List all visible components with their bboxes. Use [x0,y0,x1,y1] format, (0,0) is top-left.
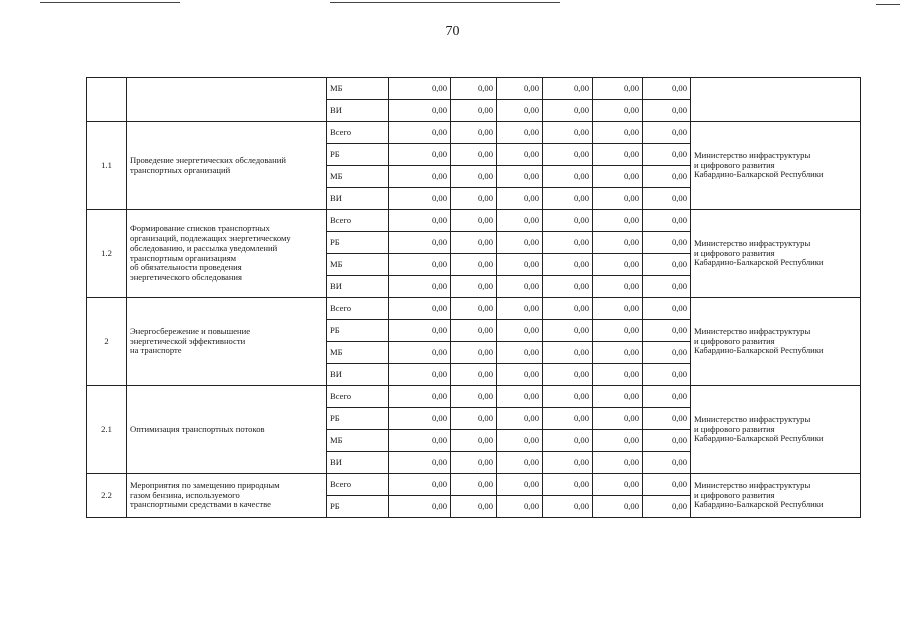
funding-value: 0,00 [643,298,691,320]
funding-value: 0,00 [643,474,691,496]
funding-value: 0,00 [389,210,451,232]
funding-value: 0,00 [543,276,593,298]
responsible-executor [691,122,861,210]
item-name [127,474,327,518]
funding-source: ВИ [327,188,389,210]
responsible-line: и цифрового развития [694,489,775,500]
funding-value: 0,00 [593,320,643,342]
funding-value: 0,00 [643,364,691,386]
item-name-line: Энергосбережение и повышение [130,325,251,336]
table-row [87,386,861,408]
responsible-line: Кабардино-Балкарской Республики [694,499,824,510]
funding-value: 0,00 [543,188,593,210]
item-name-line: транспортных организаций [130,164,231,175]
item-name-line: Мероприятия по замещению природным [130,479,280,490]
funding-value: 0,00 [543,320,593,342]
funding-value: 0,00 [643,78,691,100]
funding-value: 0,00 [451,122,497,144]
funding-value: 0,00 [643,210,691,232]
funding-value: 0,00 [543,254,593,276]
funding-value: 0,00 [389,254,451,276]
funding-value: 0,00 [643,386,691,408]
funding-value: 0,00 [389,452,451,474]
funding-value: 0,00 [593,78,643,100]
funding-source: ВИ [327,452,389,474]
funding-value: 0,00 [497,496,543,518]
funding-value: 0,00 [389,386,451,408]
funding-value: 0,00 [497,276,543,298]
funding-value: 0,00 [497,166,543,188]
funding-value: 0,00 [451,78,497,100]
funding-source: Всего [327,474,389,496]
funding-value: 0,00 [593,232,643,254]
item-name-line: Формирование списков транспортных [130,222,270,233]
funding-value: 0,00 [497,364,543,386]
funding-value: 0,00 [497,122,543,144]
funding-source: Всего [327,386,389,408]
item-name-line: энергетического обследования [130,272,242,283]
responsible-line: Министерство инфраструктуры [694,413,811,424]
scan-edge-line-right [876,4,900,5]
funding-value: 0,00 [593,100,643,122]
item-number: 2.2 [87,474,127,518]
funding-value: 0,00 [543,210,593,232]
funding-value: 0,00 [543,364,593,386]
funding-value: 0,00 [543,232,593,254]
funding-value: 0,00 [389,122,451,144]
page-number: 70 [445,24,460,39]
funding-value: 0,00 [543,474,593,496]
funding-value: 0,00 [593,298,643,320]
funding-source: Всего [327,122,389,144]
funding-value: 0,00 [497,408,543,430]
funding-value: 0,00 [451,408,497,430]
funding-value: 0,00 [389,100,451,122]
funding-value: 0,00 [593,276,643,298]
funding-value: 0,00 [543,386,593,408]
funding-value: 0,00 [497,100,543,122]
funding-value: 0,00 [593,386,643,408]
item-number: 2 [87,298,127,386]
funding-value: 0,00 [593,342,643,364]
responsible-executor [691,78,861,122]
funding-value: 0,00 [643,100,691,122]
responsible-line: Кабардино-Балкарской Республики [694,257,824,268]
item-name-line: Проведение энергетических обследований [130,154,286,165]
funding-value: 0,00 [593,188,643,210]
funding-value: 0,00 [451,232,497,254]
item-name-line: Оптимизация транспортных потоков [130,423,265,434]
funding-source: МБ [327,342,389,364]
funding-value: 0,00 [497,386,543,408]
table-body [87,78,861,518]
funding-value: 0,00 [593,430,643,452]
funding-value: 0,00 [389,188,451,210]
funding-value: 0,00 [497,144,543,166]
funding-source: МБ [327,166,389,188]
funding-value: 0,00 [643,496,691,518]
funding-value: 0,00 [543,100,593,122]
funding-value: 0,00 [451,144,497,166]
item-name-line: на транспорте [130,345,182,356]
funding-source: РБ [327,144,389,166]
funding-value: 0,00 [451,298,497,320]
item-number [87,78,127,122]
responsible-line: и цифрового развития [694,247,775,258]
item-number: 2.1 [87,386,127,474]
funding-value: 0,00 [497,474,543,496]
funding-value: 0,00 [643,122,691,144]
responsible-executor [691,474,861,518]
funding-value: 0,00 [543,408,593,430]
funding-value: 0,00 [451,452,497,474]
funding-value: 0,00 [497,188,543,210]
funding-value: 0,00 [389,430,451,452]
funding-value: 0,00 [451,364,497,386]
item-name-line: организаций, подлежащих энергетическому [130,232,291,243]
funding-value: 0,00 [389,166,451,188]
funding-source: РБ [327,232,389,254]
funding-value: 0,00 [593,210,643,232]
funding-value: 0,00 [389,474,451,496]
funding-value: 0,00 [543,78,593,100]
funding-value: 0,00 [497,298,543,320]
funding-source: РБ [327,320,389,342]
funding-value: 0,00 [497,254,543,276]
funding-value: 0,00 [543,144,593,166]
responsible-line: Кабардино-Балкарской Республики [694,433,824,444]
table-row [87,210,861,232]
responsible-line: Министерство инфраструктуры [694,325,811,336]
funding-value: 0,00 [497,78,543,100]
funding-value: 0,00 [389,364,451,386]
funding-value: 0,00 [451,100,497,122]
budget-table [86,77,861,518]
funding-value: 0,00 [643,452,691,474]
funding-value: 0,00 [643,232,691,254]
funding-value: 0,00 [543,452,593,474]
responsible-line: и цифрового развития [694,423,775,434]
funding-value: 0,00 [643,166,691,188]
responsible-executor [691,210,861,298]
item-name-line: энергетической эффективности [130,335,246,346]
funding-source: РБ [327,496,389,518]
funding-value: 0,00 [389,232,451,254]
funding-value: 0,00 [543,122,593,144]
funding-value: 0,00 [451,474,497,496]
funding-value: 0,00 [593,166,643,188]
funding-source: МБ [327,430,389,452]
responsible-line: и цифрового развития [694,159,775,170]
item-name [127,386,327,474]
funding-source: Всего [327,210,389,232]
responsible-line: Кабардино-Балкарской Республики [694,345,824,356]
funding-value: 0,00 [543,166,593,188]
funding-value: 0,00 [593,452,643,474]
funding-value: 0,00 [497,342,543,364]
funding-value: 0,00 [643,276,691,298]
table-row [87,298,861,320]
funding-value: 0,00 [593,144,643,166]
item-name-line: газом бензина, используемого [130,489,240,500]
funding-value: 0,00 [451,254,497,276]
funding-value: 0,00 [643,320,691,342]
funding-value: 0,00 [643,430,691,452]
funding-value: 0,00 [643,342,691,364]
funding-value: 0,00 [497,320,543,342]
funding-value: 0,00 [497,452,543,474]
table-row [87,474,861,496]
funding-value: 0,00 [497,210,543,232]
item-name [127,210,327,298]
funding-value: 0,00 [643,408,691,430]
item-name-line: обследованию, и рассылка уведомлений [130,242,278,253]
responsible-executor [691,386,861,474]
table-row [87,78,861,100]
item-number: 1.1 [87,122,127,210]
funding-value: 0,00 [643,254,691,276]
item-name [127,122,327,210]
item-name-line: транспортными средствами в качестве [130,499,271,510]
funding-value: 0,00 [389,496,451,518]
funding-source: МБ [327,254,389,276]
funding-value: 0,00 [451,210,497,232]
funding-value: 0,00 [389,78,451,100]
funding-value: 0,00 [451,430,497,452]
funding-value: 0,00 [497,232,543,254]
scan-edge-line-left [40,2,180,3]
funding-value: 0,00 [389,320,451,342]
funding-value: 0,00 [451,342,497,364]
funding-value: 0,00 [389,144,451,166]
scan-edge-line-center [330,2,560,3]
funding-value: 0,00 [543,342,593,364]
responsible-line: Министерство инфраструктуры [694,479,811,490]
item-name-line: об обязательности проведения [130,262,242,273]
funding-value: 0,00 [593,408,643,430]
funding-value: 0,00 [593,496,643,518]
funding-value: 0,00 [389,276,451,298]
funding-value: 0,00 [593,122,643,144]
item-number: 1.2 [87,210,127,298]
funding-value: 0,00 [451,188,497,210]
funding-value: 0,00 [497,430,543,452]
item-name [127,78,327,122]
funding-value: 0,00 [643,144,691,166]
funding-source: РБ [327,408,389,430]
funding-source: ВИ [327,100,389,122]
funding-value: 0,00 [389,298,451,320]
funding-value: 0,00 [543,430,593,452]
funding-source: ВИ [327,276,389,298]
responsible-line: Министерство инфраструктуры [694,149,811,160]
responsible-executor [691,298,861,386]
item-name [127,298,327,386]
funding-source: МБ [327,78,389,100]
funding-value: 0,00 [593,474,643,496]
funding-value: 0,00 [593,364,643,386]
responsible-line: Кабардино-Балкарской Республики [694,169,824,180]
responsible-line: и цифрового развития [694,335,775,346]
funding-source: Всего [327,298,389,320]
funding-value: 0,00 [543,298,593,320]
funding-value: 0,00 [389,408,451,430]
item-name-line: транспортным организациям [130,252,237,263]
funding-value: 0,00 [593,254,643,276]
table-row [87,122,861,144]
responsible-line: Министерство инфраструктуры [694,237,811,248]
funding-value: 0,00 [643,188,691,210]
funding-value: 0,00 [451,166,497,188]
funding-value: 0,00 [451,276,497,298]
funding-source: ВИ [327,364,389,386]
funding-value: 0,00 [389,342,451,364]
funding-value: 0,00 [451,320,497,342]
funding-value: 0,00 [543,496,593,518]
funding-value: 0,00 [451,386,497,408]
funding-value: 0,00 [451,496,497,518]
